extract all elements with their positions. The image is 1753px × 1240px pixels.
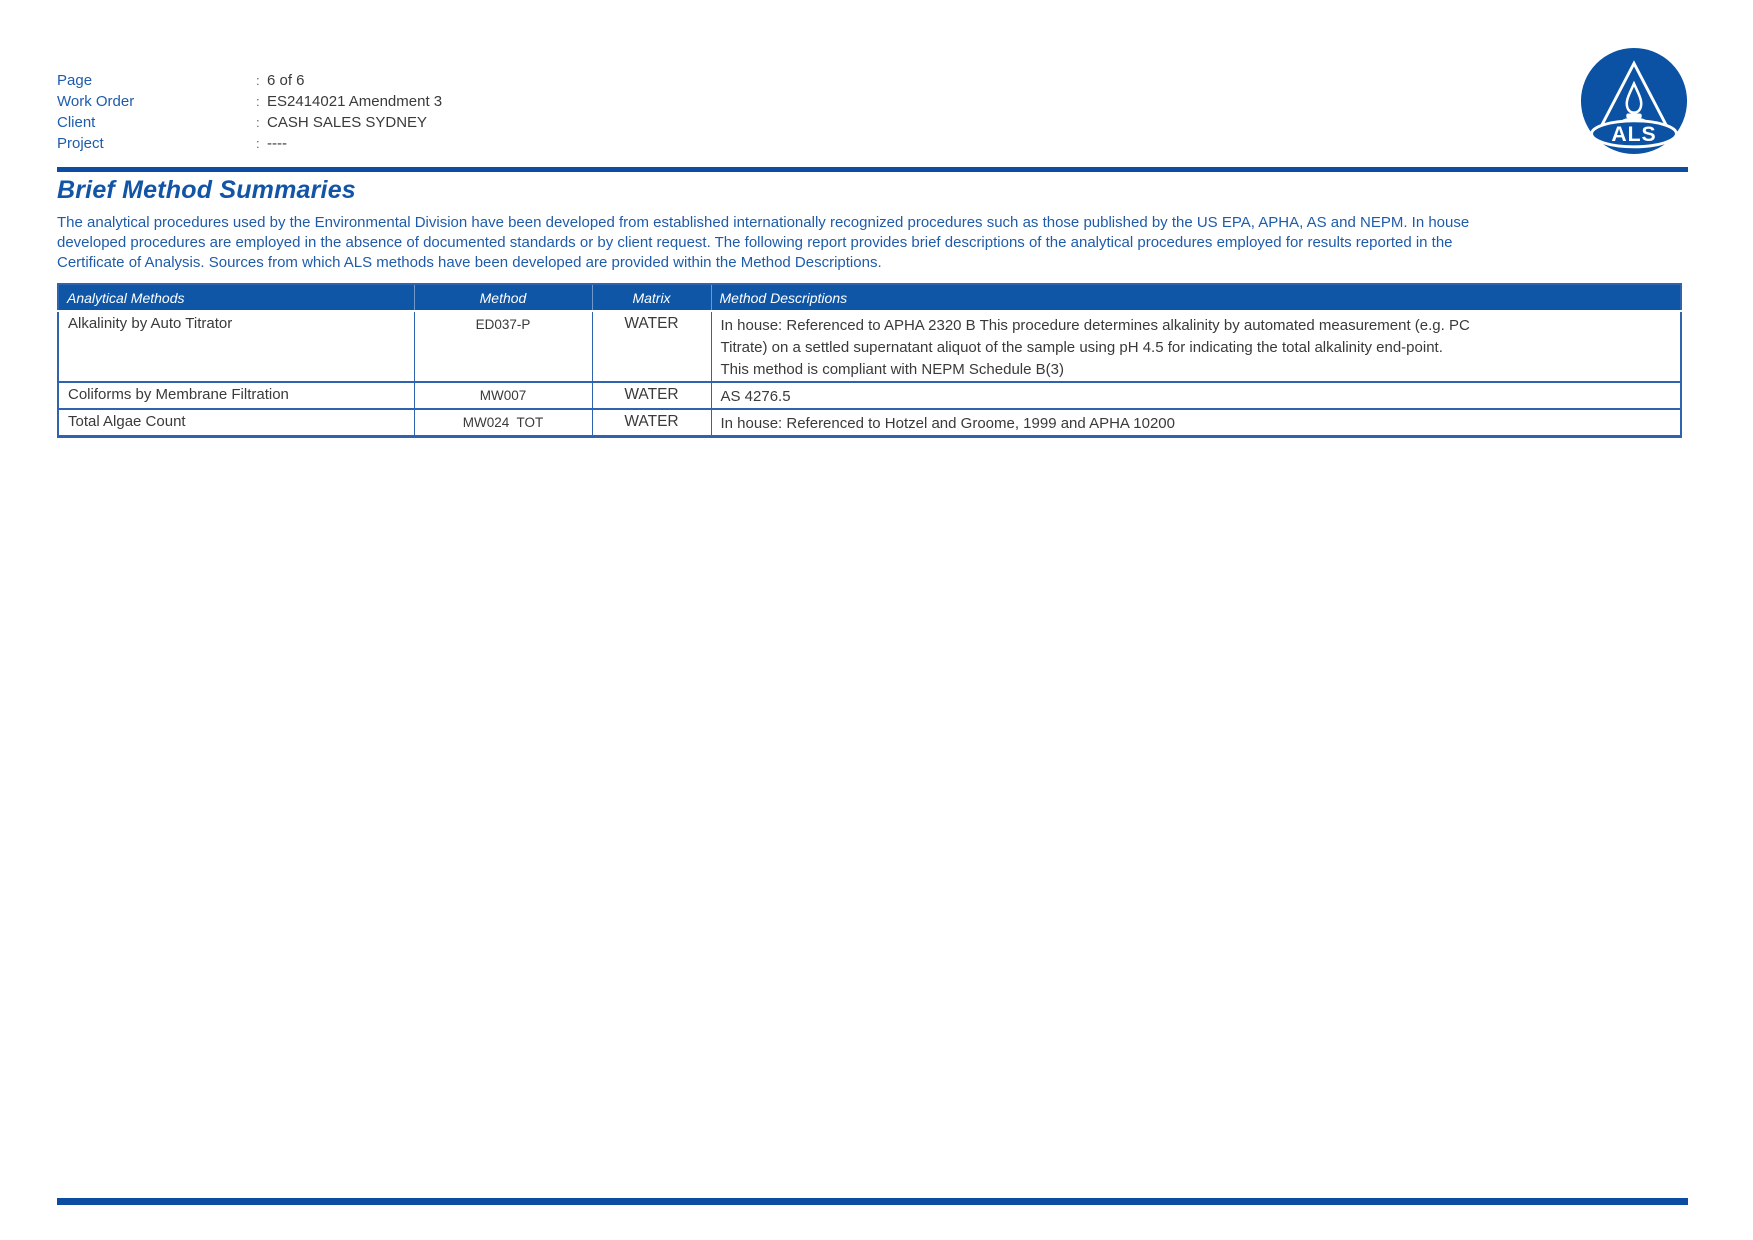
matrix-cell: WATER [592,311,711,382]
method-code-cell: MW024 TOT [414,409,592,437]
analytical-method-cell: Coliforms by Membrane Filtration [58,382,414,409]
intro-line: The analytical procedures used by the Environmental Division have been developed from established internationally recognized procedures such as those published by the US EPA, APHA, AS and NEPM. In house [57,214,1470,231]
header-meta [57,70,442,154]
meta-label: Project [57,135,104,152]
meta-colon: : [256,115,260,130]
meta-label: Client [57,114,96,131]
page-title: Brief Method Summaries [57,176,356,204]
als-logo [1580,47,1688,155]
table-row [58,409,1681,437]
method-code-cell: MW007 [414,382,592,409]
method-description-cell [711,409,1681,437]
column-header-matrix: Matrix [592,284,711,311]
meta-row-client [57,112,442,133]
als-logo-text: ALS [1611,123,1657,147]
table-row [58,311,1681,382]
analytical-method-cell: Total Algae Count [58,409,414,437]
meta-colon: : [256,94,260,109]
client-value: CASH SALES SYDNEY [267,114,428,131]
column-header-method-descriptions: Method Descriptions [711,284,1681,311]
description-line: In house: Referenced to APHA 2320 B This procedure determines alkalinity by automated measurement (e.g. PC [720,317,1470,334]
meta-row-page [57,70,442,91]
description-line: AS 4276.5 [720,388,791,405]
table-header-row [58,284,1681,311]
matrix-cell: WATER [592,382,711,409]
column-header-analytical-methods: Analytical Methods [58,284,414,311]
work-order-value: ES2414021 Amendment 3 [267,93,443,110]
column-header-method: Method [414,284,592,311]
method-code-cell: ED037-P [414,311,592,382]
description-line: In house: Referenced to Hotzel and Groome, 1999 and APHA 10200 [720,415,1175,432]
analytical-method-cell: Alkalinity by Auto Titrator [58,311,414,382]
description-line: Titrate) on a settled supernatant aliquot of the sample using pH 4.5 for indicating the total alkalinity end-point. [720,339,1443,356]
footer-rule [57,1198,1688,1205]
intro-paragraph [57,213,1469,273]
header-rule [57,167,1688,172]
methods-table [57,283,1682,438]
meta-label: Page [57,72,93,89]
description-line: This method is compliant with NEPM Schedule B(3) [720,361,1064,378]
method-description-cell [711,382,1681,409]
matrix-cell: WATER [592,409,711,437]
meta-label: Work Order [57,93,135,110]
page-number-value: 6 of 6 [267,72,305,89]
method-description-cell [711,311,1681,382]
project-value: ---- [267,135,287,152]
intro-line: developed procedures are employed in the absence of documented standards or by client request. The following report provides brief descriptions of the analytical procedures employed for results reported in the [57,234,1453,251]
meta-colon: : [256,136,260,151]
meta-row-project [57,133,442,154]
meta-row-work-order [57,91,442,112]
meta-colon: : [256,73,260,88]
als-logo-icon [1580,47,1688,155]
intro-line: Certificate of Analysis. Sources from which ALS methods have been developed are provided within the Method Descriptions. [57,254,882,271]
table-row [58,382,1681,409]
